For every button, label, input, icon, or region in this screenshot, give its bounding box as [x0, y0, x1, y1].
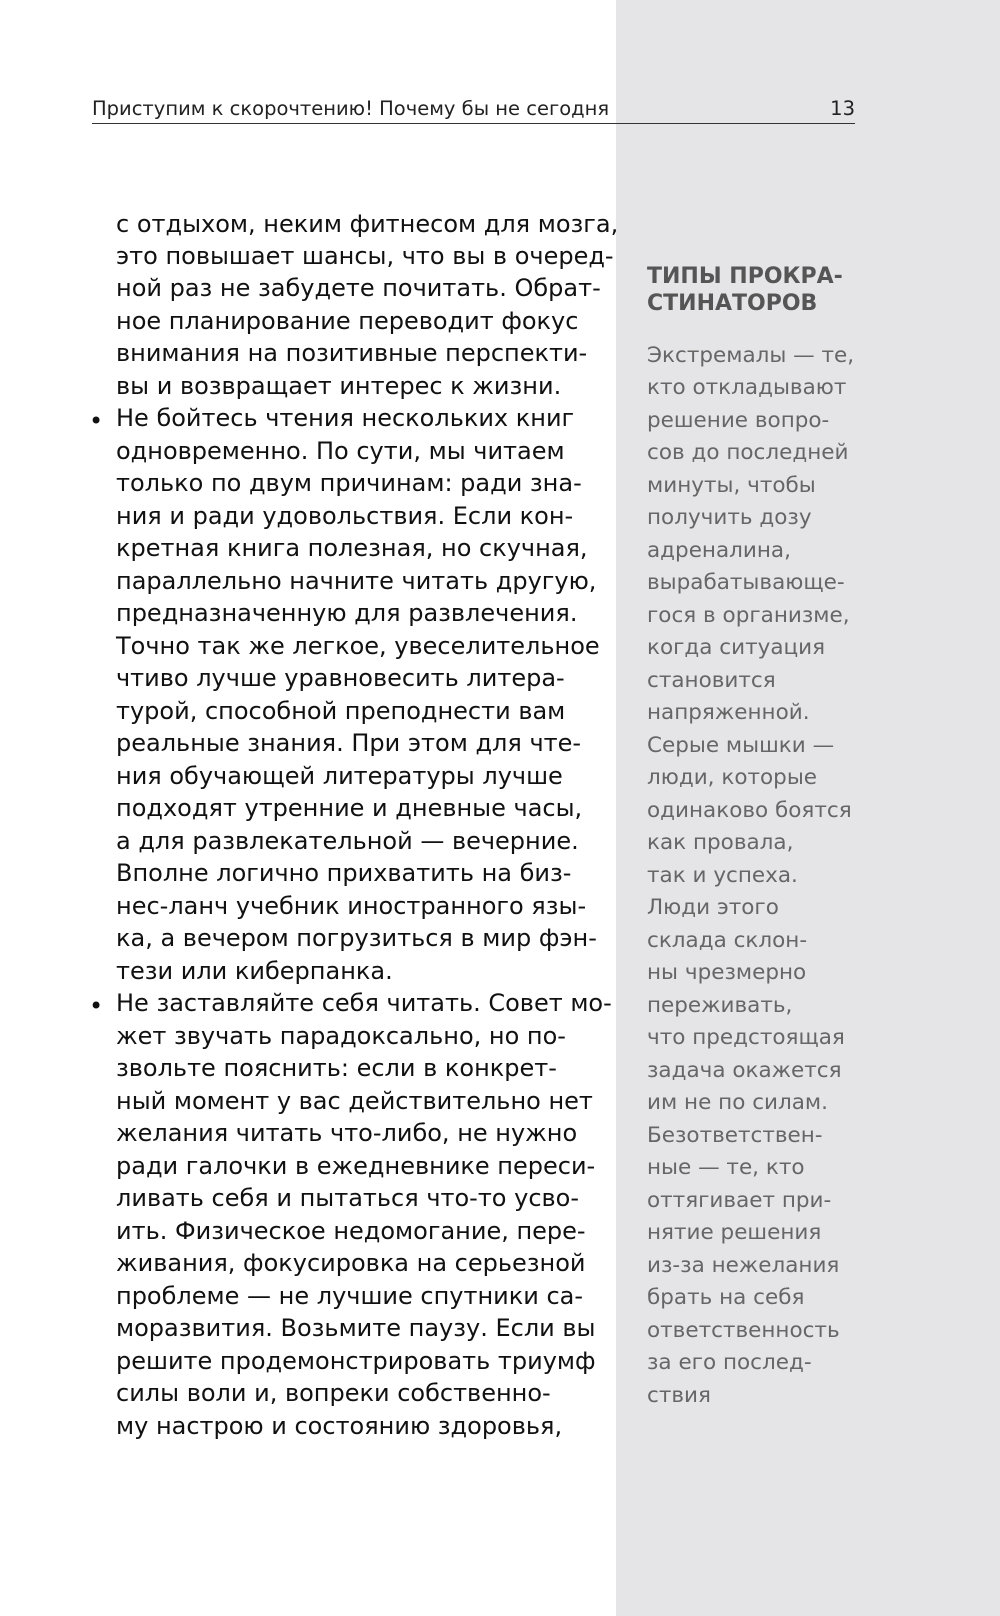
text-line: тези или киберпанка.	[116, 957, 393, 985]
sidebar-line: ные — те, кто	[647, 1155, 805, 1180]
text-line: ной раз не забудете почитать. Обрат-	[116, 274, 601, 302]
sidebar-line: брать на себя	[647, 1285, 805, 1310]
text-line: чтиво лучше уравновесить литера-	[116, 664, 565, 692]
sidebar-line: задача окажется	[647, 1058, 842, 1083]
text-line: одновременно. По сути, мы читаем	[116, 437, 565, 465]
text-line: нес-ланч учебник иностранного язы-	[116, 892, 587, 920]
text-line: кретная книга полезная, но скучная,	[116, 534, 588, 562]
text-line: это повышает шансы, что вы в очеред-	[116, 242, 614, 270]
text-line: ный момент у вас действительно нет	[116, 1087, 593, 1115]
text-line: моразвития. Возьмите паузу. Если вы	[116, 1314, 596, 1342]
sidebar-line: им не по силам.	[647, 1090, 828, 1115]
bullet-marker: •	[89, 407, 104, 435]
sidebar-line: ответственность	[647, 1318, 840, 1343]
text-line: живания, фокусировка на серьезной	[116, 1249, 586, 1277]
sidebar-line: ствия	[647, 1383, 711, 1408]
sidebar-line: нятие решения	[647, 1220, 822, 1245]
sidebar-line: из-за нежелания	[647, 1253, 840, 1278]
text-line: вы и возвращает интерес к жизни.	[116, 372, 562, 400]
sidebar-line: гося в организме,	[647, 603, 850, 628]
text-line: с отдыхом, неким фитнесом для мозга,	[116, 210, 619, 238]
sidebar-line: Безответствен-	[647, 1123, 823, 1148]
bullet-marker: •	[89, 992, 104, 1020]
sidebar-line: минуты, чтобы	[647, 473, 816, 498]
sidebar-line: одинаково боятся	[647, 798, 852, 823]
text-line: желания читать что-либо, не нужно	[116, 1119, 578, 1147]
sidebar-line: Серые мышки —	[647, 733, 835, 758]
sidebar-line: когда ситуация	[647, 635, 826, 660]
sidebar-line: что предстоящая	[647, 1025, 845, 1050]
sidebar-line: оттягивает при-	[647, 1188, 832, 1213]
text-line: решите продемонстрировать триумф	[116, 1347, 596, 1375]
text-line: подходят утренние и дневные часы,	[116, 794, 583, 822]
sidebar-line: адреналина,	[647, 538, 791, 563]
text-line: проблеме — не лучшие спутники са-	[116, 1282, 584, 1310]
text-line: Не бойтесь чтения нескольких книг	[116, 404, 575, 432]
page-number: 13	[830, 97, 855, 120]
text-line: реальные знания. При этом для чте-	[116, 729, 582, 757]
running-title: Приступим к скорочтению! Почему бы не сегодня	[92, 97, 610, 120]
text-line: Не заставляйте себя читать. Совет мо-	[116, 989, 612, 1017]
text-line: ния и ради удовольствия. Если кон-	[116, 502, 574, 530]
sidebar-line: Люди этого	[647, 895, 779, 920]
sidebar-heading: СТИНАТОРОВ	[647, 291, 818, 316]
text-line: параллельно начните читать другую,	[116, 567, 597, 595]
sidebar-line: вырабатывающе-	[647, 570, 845, 595]
text-line: турой, способной преподнести вам	[116, 697, 566, 725]
sidebar-line: за его послед-	[647, 1350, 812, 1375]
text-line: жет звучать парадоксально, но по-	[116, 1022, 566, 1050]
text-line: Точно так же легкое, увеселительное	[116, 632, 600, 660]
text-line: предназначенную для развлечения.	[116, 599, 578, 627]
sidebar-line: переживать,	[647, 993, 793, 1018]
sidebar-heading: ТИПЫ ПРОКРА-	[647, 264, 843, 289]
text-line: только по двум причинам: ради зна-	[116, 469, 582, 497]
text-line: Вполне логично прихватить на биз-	[116, 859, 572, 887]
sidebar-line: напряженной.	[647, 700, 810, 725]
text-line: ливать себя и пытаться что-то усво-	[116, 1184, 579, 1212]
sidebar-line: становится	[647, 668, 776, 693]
text-line: му настрою и состоянию здоровья,	[116, 1412, 563, 1440]
sidebar-line: получить дозу	[647, 505, 812, 530]
text-line: внимания на позитивные перспекти-	[116, 339, 588, 367]
sidebar-line: ны чрезмерно	[647, 960, 807, 985]
text-line: ради галочки в ежедневнике переси-	[116, 1152, 596, 1180]
text-line: а для развлекательной — вечерние.	[116, 827, 579, 855]
sidebar-line: как провала,	[647, 830, 794, 855]
header-rule	[92, 123, 855, 124]
text-line: ния обучающей литературы лучше	[116, 762, 563, 790]
text-line: силы воли и, вопреки собственно-	[116, 1379, 551, 1407]
sidebar-line: решение вопро-	[647, 408, 830, 433]
sidebar-line: сов до последней	[647, 440, 849, 465]
text-line: звольте пояснить: если в конкрет-	[116, 1054, 557, 1082]
sidebar-line: так и успеха.	[647, 863, 798, 888]
sidebar-line: склада склон-	[647, 928, 808, 953]
text-line: ить. Физическое недомогание, пере-	[116, 1217, 586, 1245]
text-line: ка, а вечером погрузиться в мир фэн-	[116, 924, 597, 952]
sidebar-line: Экстремалы — те,	[647, 343, 855, 368]
text-line: ное планирование переводит фокус	[116, 307, 579, 335]
sidebar-line: люди, которые	[647, 765, 818, 790]
sidebar-line: кто откладывают	[647, 375, 847, 400]
